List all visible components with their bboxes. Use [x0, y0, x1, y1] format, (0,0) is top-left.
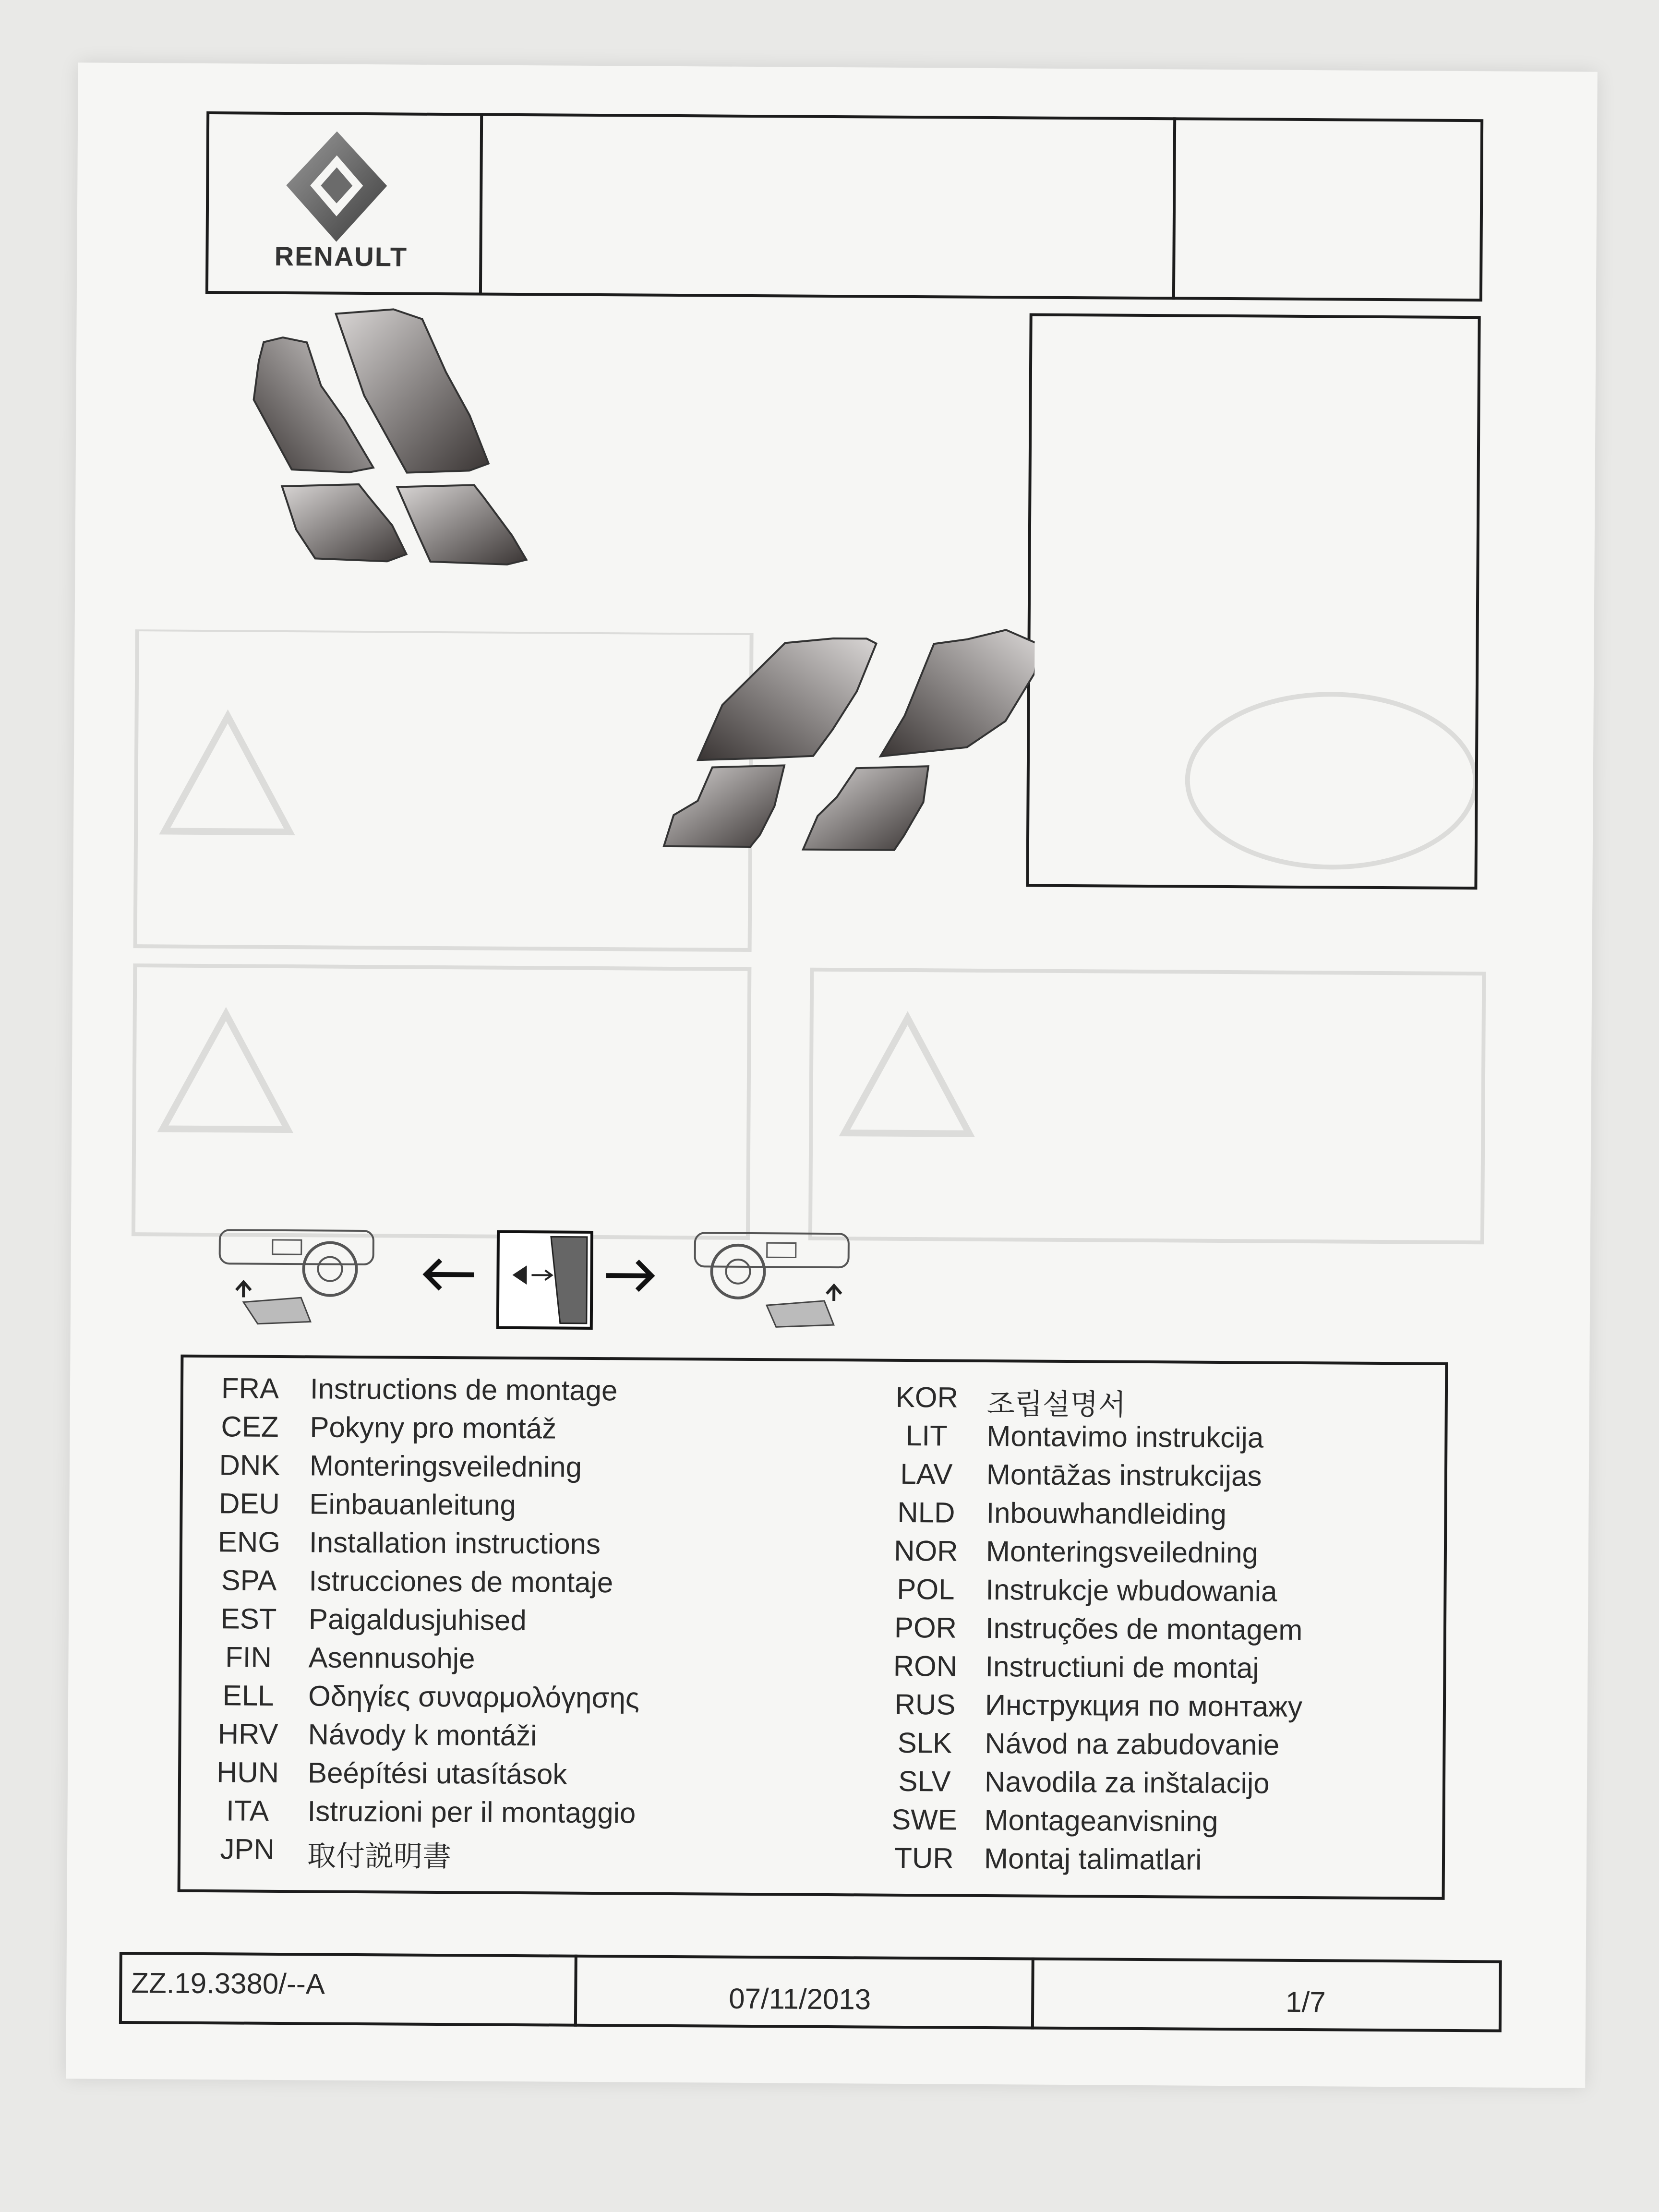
language-label: Inbouwhandleiding [986, 1496, 1227, 1531]
instruction-sheet [66, 62, 1598, 2088]
document-reference: ZZ.19.3380/--A [131, 1967, 325, 2000]
language-code: LAV [900, 1457, 953, 1491]
language-label: Navodila za inštalacijo [984, 1765, 1270, 1800]
language-label: Návod na zabudovanie [985, 1727, 1280, 1761]
floor-mats-illustration [236, 303, 1037, 942]
language-code: RON [893, 1649, 958, 1683]
language-label: Istruzioni per il montaggio [307, 1795, 636, 1829]
language-label: Montaj talimatlari [984, 1842, 1202, 1876]
document-date: 07/11/2013 [729, 1982, 871, 2016]
language-label: Οδηγίες συναρμολόγησης [308, 1680, 639, 1714]
language-label: Instructiuni de montaj [985, 1650, 1259, 1684]
language-code: POL [897, 1573, 955, 1606]
language-label: Monteringsveiledning [309, 1449, 582, 1483]
language-code: DNK [219, 1449, 280, 1481]
language-code: SPA [221, 1564, 277, 1597]
mat-rear-left-rhd [664, 765, 784, 847]
language-label: 조립설명서 [986, 1387, 1126, 1421]
image-frame [1026, 313, 1480, 890]
brand-name: RENAULT [274, 240, 408, 272]
header-frame [205, 111, 1483, 301]
drive-side-diagram [215, 1211, 878, 1339]
language-label: Paigaldusjuhised [308, 1603, 527, 1637]
language-label: Pokyny pro montáž [310, 1411, 557, 1445]
language-label: Instruções de montagem [985, 1611, 1303, 1647]
language-code: FIN [225, 1641, 272, 1673]
arrow-left-icon [426, 1260, 474, 1289]
language-code: ENG [217, 1526, 281, 1559]
language-code: SLV [898, 1765, 951, 1798]
language-code: SLK [897, 1726, 952, 1759]
language-code: HUN [216, 1756, 279, 1789]
language-code: NOR [894, 1534, 958, 1567]
footer-divider [574, 1955, 577, 2027]
language-label: Montāžas instrukcijas [986, 1458, 1262, 1492]
language-code: JPN [220, 1833, 275, 1865]
language-label: Installation instructions [309, 1526, 601, 1561]
language-label: Asennusohje [308, 1641, 475, 1675]
language-label: Montavimo instrukcija [986, 1419, 1264, 1454]
language-code: EST [220, 1602, 277, 1635]
language-code: LIT [905, 1419, 948, 1452]
arrow-right-icon [606, 1261, 651, 1290]
right-hand-drive-dashboard-icon [695, 1233, 849, 1327]
language-code: KOR [895, 1381, 959, 1414]
renault-diamond-logo-icon [284, 129, 390, 244]
footer-divider [1031, 1958, 1034, 2030]
language-label: Инструкция по монтажу [985, 1688, 1303, 1723]
language-code: TUR [894, 1841, 954, 1875]
language-code: HRV [217, 1718, 278, 1750]
left-hand-drive-dashboard-icon [219, 1230, 373, 1324]
language-label: Instructions de montage [310, 1372, 618, 1407]
language-label: Istrucciones de montaje [309, 1564, 613, 1599]
page-number: 1/7 [1286, 1985, 1326, 2019]
language-code: ITA [226, 1794, 269, 1827]
language-label: Instrukcje wbudowania [986, 1573, 1277, 1608]
mat-rear-right-rhd [803, 766, 928, 851]
language-label: Montageanvisning [984, 1803, 1218, 1838]
left-right-hand-drive-icon [498, 1232, 592, 1328]
language-code: NLD [897, 1496, 955, 1529]
mat-rear-left [282, 484, 407, 562]
language-label: 取付説明書 [307, 1839, 452, 1873]
mat-rear-right [397, 484, 527, 565]
language-code: ELL [222, 1679, 274, 1712]
language-code: FRA [221, 1372, 279, 1405]
language-label: Einbauanleitung [309, 1488, 517, 1521]
mat-driver-front-rhd [698, 637, 877, 761]
language-code: DEU [218, 1487, 280, 1520]
language-label: Beépítési utasítások [307, 1756, 567, 1791]
language-code: CEZ [221, 1410, 279, 1443]
language-label: Návody k montáži [308, 1718, 537, 1752]
language-code: SWE [891, 1803, 958, 1836]
language-label: Monteringsveiledning [986, 1535, 1259, 1569]
mat-passenger-front-rhd [880, 629, 1037, 757]
language-code: RUS [894, 1688, 956, 1721]
language-code: POR [894, 1611, 957, 1644]
